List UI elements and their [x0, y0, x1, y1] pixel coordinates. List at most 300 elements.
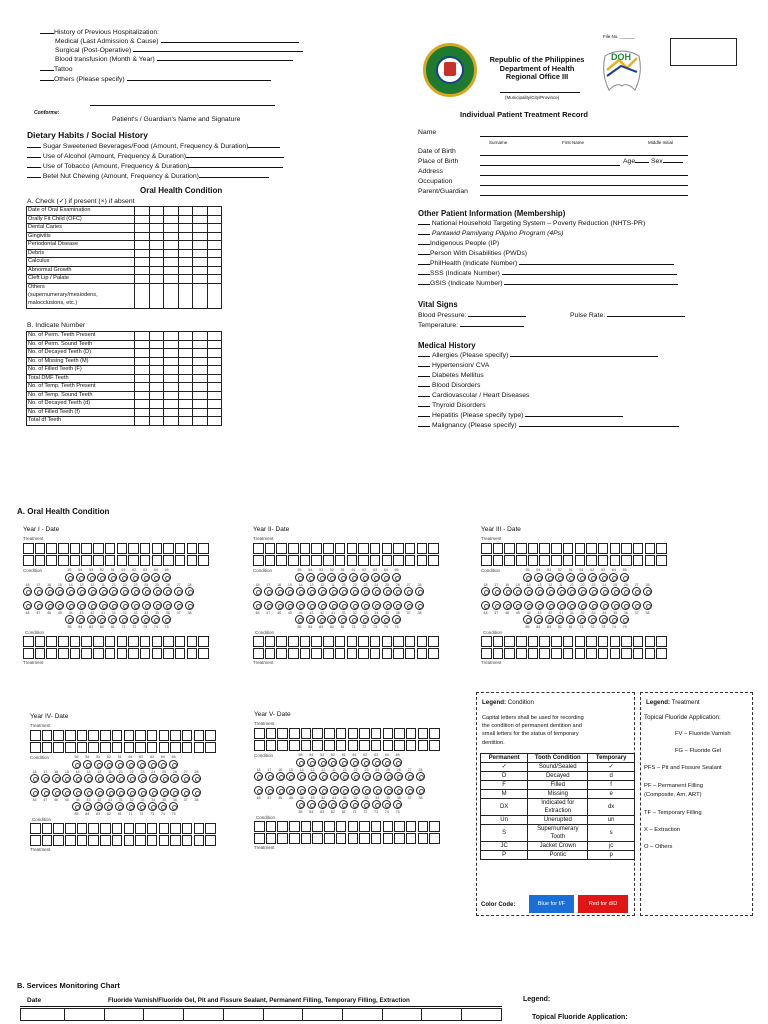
tooth-icon[interactable]: [523, 573, 532, 582]
check-cell[interactable]: [164, 215, 179, 224]
tooth-icon[interactable]: [567, 587, 576, 596]
tooth-icon[interactable]: [307, 800, 316, 809]
tooth-icon[interactable]: [350, 800, 359, 809]
tooth-icon[interactable]: [535, 601, 544, 610]
tooth-icon[interactable]: [23, 601, 32, 610]
tooth-icon[interactable]: [351, 772, 360, 781]
tooth-icon[interactable]: [141, 573, 150, 582]
tooth-icon[interactable]: [327, 573, 336, 582]
tooth-icon[interactable]: [160, 774, 169, 783]
tooth-icon[interactable]: [361, 800, 370, 809]
tooth-box[interactable]: [359, 833, 370, 844]
tooth-box[interactable]: [645, 543, 656, 554]
tooth-icon[interactable]: [350, 587, 359, 596]
tooth-box[interactable]: [182, 823, 193, 834]
tooth-box[interactable]: [394, 821, 405, 832]
tooth-icon[interactable]: [253, 587, 262, 596]
check-cell[interactable]: [207, 300, 222, 309]
tooth-box[interactable]: [53, 835, 64, 846]
tooth-icon[interactable]: [265, 786, 274, 795]
tooth-icon[interactable]: [362, 772, 371, 781]
tooth-box[interactable]: [182, 730, 193, 741]
tooth-box[interactable]: [159, 835, 170, 846]
tooth-box[interactable]: [312, 821, 323, 832]
check-cell[interactable]: [135, 232, 150, 241]
tooth-box[interactable]: [65, 742, 76, 753]
number-cell[interactable]: [207, 366, 222, 375]
tooth-box[interactable]: [324, 821, 335, 832]
tooth-box[interactable]: [35, 555, 46, 566]
tooth-icon[interactable]: [153, 587, 162, 596]
check-cell[interactable]: [164, 258, 179, 267]
tooth-icon[interactable]: [632, 587, 641, 596]
tooth-box[interactable]: [194, 823, 205, 834]
tooth-box[interactable]: [551, 543, 562, 554]
tooth-box[interactable]: [358, 555, 369, 566]
tooth-box[interactable]: [335, 648, 346, 659]
tooth-icon[interactable]: [160, 788, 169, 797]
tooth-box[interactable]: [198, 543, 209, 554]
check-cell[interactable]: [135, 224, 150, 233]
number-cell[interactable]: [207, 408, 222, 417]
tooth-box[interactable]: [23, 555, 34, 566]
tooth-box[interactable]: [358, 636, 369, 647]
tooth-box[interactable]: [58, 555, 69, 566]
tooth-box[interactable]: [194, 742, 205, 753]
tooth-box[interactable]: [175, 648, 186, 659]
tooth-box[interactable]: [163, 543, 174, 554]
tooth-icon[interactable]: [643, 601, 652, 610]
tooth-icon[interactable]: [340, 772, 349, 781]
tooth-box[interactable]: [633, 555, 644, 566]
tooth-box[interactable]: [135, 823, 146, 834]
tooth-icon[interactable]: [181, 788, 190, 797]
check-cell[interactable]: [207, 224, 222, 233]
tooth-box[interactable]: [147, 823, 158, 834]
tooth-box[interactable]: [288, 555, 299, 566]
tooth-box[interactable]: [528, 636, 539, 647]
tooth-box[interactable]: [93, 543, 104, 554]
tooth-box[interactable]: [493, 648, 504, 659]
tooth-box[interactable]: [645, 555, 656, 566]
tooth-icon[interactable]: [295, 573, 304, 582]
tooth-box[interactable]: [323, 636, 334, 647]
tooth-icon[interactable]: [481, 601, 490, 610]
check-cell[interactable]: [178, 292, 193, 301]
pob-line[interactable]: [480, 158, 620, 166]
tooth-icon[interactable]: [340, 786, 349, 795]
tooth-box[interactable]: [312, 728, 323, 739]
tooth-icon[interactable]: [481, 587, 490, 596]
number-cell[interactable]: [164, 357, 179, 366]
tooth-box[interactable]: [371, 833, 382, 844]
tooth-box[interactable]: [175, 543, 186, 554]
address-line[interactable]: [480, 168, 688, 176]
tooth-box[interactable]: [621, 636, 632, 647]
tooth-icon[interactable]: [285, 601, 294, 610]
tooth-icon[interactable]: [77, 601, 86, 610]
tooth-box[interactable]: [358, 543, 369, 554]
tooth-box[interactable]: [147, 835, 158, 846]
tooth-icon[interactable]: [185, 601, 194, 610]
tooth-icon[interactable]: [351, 786, 360, 795]
tooth-box[interactable]: [418, 728, 429, 739]
tooth-box[interactable]: [194, 835, 205, 846]
tooth-box[interactable]: [194, 730, 205, 741]
tooth-box[interactable]: [88, 835, 99, 846]
tooth-icon[interactable]: [94, 760, 103, 769]
tooth-icon[interactable]: [163, 601, 172, 610]
tooth-icon[interactable]: [381, 615, 390, 624]
tooth-box[interactable]: [23, 636, 34, 647]
tooth-box[interactable]: [30, 730, 41, 741]
check-cell[interactable]: [149, 241, 164, 250]
tooth-box[interactable]: [253, 636, 264, 647]
check-cell[interactable]: [149, 292, 164, 301]
number-cell[interactable]: [135, 374, 150, 383]
tooth-icon[interactable]: [318, 587, 327, 596]
tooth-icon[interactable]: [45, 587, 54, 596]
tooth-icon[interactable]: [360, 573, 369, 582]
number-cell[interactable]: [207, 374, 222, 383]
tooth-icon[interactable]: [41, 774, 50, 783]
tooth-box[interactable]: [100, 835, 111, 846]
tooth-box[interactable]: [481, 648, 492, 659]
tooth-icon[interactable]: [297, 786, 306, 795]
tooth-icon[interactable]: [99, 587, 108, 596]
check-cell[interactable]: [178, 258, 193, 267]
tooth-box[interactable]: [93, 648, 104, 659]
tooth-box[interactable]: [254, 740, 265, 751]
tooth-box[interactable]: [393, 636, 404, 647]
tooth-box[interactable]: [301, 728, 312, 739]
tooth-box[interactable]: [383, 833, 394, 844]
tooth-box[interactable]: [135, 730, 146, 741]
tooth-icon[interactable]: [254, 772, 263, 781]
number-cell[interactable]: [149, 332, 164, 341]
number-cell[interactable]: [149, 357, 164, 366]
tooth-icon[interactable]: [97, 573, 106, 582]
tooth-box[interactable]: [324, 833, 335, 844]
number-cell[interactable]: [135, 383, 150, 392]
tooth-box[interactable]: [105, 636, 116, 647]
tooth-icon[interactable]: [373, 772, 382, 781]
tooth-box[interactable]: [348, 833, 359, 844]
check-cell[interactable]: [135, 258, 150, 267]
tooth-box[interactable]: [393, 648, 404, 659]
tooth-icon[interactable]: [65, 615, 74, 624]
tooth-icon[interactable]: [264, 601, 273, 610]
number-cell[interactable]: [164, 332, 179, 341]
tooth-icon[interactable]: [116, 788, 125, 797]
tooth-box[interactable]: [254, 833, 265, 844]
tooth-box[interactable]: [382, 648, 393, 659]
check-cell[interactable]: [207, 275, 222, 284]
tooth-icon[interactable]: [109, 587, 118, 596]
number-cell[interactable]: [149, 417, 164, 426]
tooth-icon[interactable]: [492, 587, 501, 596]
tooth-box[interactable]: [586, 543, 597, 554]
check-cell[interactable]: [135, 249, 150, 258]
tooth-icon[interactable]: [52, 774, 61, 783]
tooth-box[interactable]: [370, 555, 381, 566]
number-cell[interactable]: [193, 417, 208, 426]
tooth-box[interactable]: [348, 740, 359, 751]
tooth-box[interactable]: [253, 555, 264, 566]
check-cell[interactable]: [135, 266, 150, 275]
tooth-icon[interactable]: [566, 615, 575, 624]
tooth-box[interactable]: [429, 728, 440, 739]
tooth-icon[interactable]: [72, 760, 81, 769]
check-cell[interactable]: [149, 224, 164, 233]
tooth-icon[interactable]: [382, 800, 391, 809]
tooth-box[interactable]: [152, 555, 163, 566]
check-cell[interactable]: [178, 207, 193, 216]
check-cell[interactable]: [207, 266, 222, 275]
number-cell[interactable]: [135, 332, 150, 341]
tooth-box[interactable]: [276, 543, 287, 554]
number-cell[interactable]: [207, 349, 222, 358]
number-cell[interactable]: [135, 349, 150, 358]
number-cell[interactable]: [178, 391, 193, 400]
tooth-icon[interactable]: [350, 758, 359, 767]
tooth-icon[interactable]: [578, 587, 587, 596]
tooth-box[interactable]: [105, 555, 116, 566]
tooth-box[interactable]: [383, 728, 394, 739]
number-cell[interactable]: [178, 374, 193, 383]
tooth-icon[interactable]: [297, 772, 306, 781]
tooth-icon[interactable]: [503, 601, 512, 610]
tooth-icon[interactable]: [588, 615, 597, 624]
number-cell[interactable]: [149, 340, 164, 349]
tooth-box[interactable]: [406, 821, 417, 832]
tooth-box[interactable]: [563, 555, 574, 566]
check-cell[interactable]: [207, 249, 222, 258]
tooth-box[interactable]: [265, 636, 276, 647]
tooth-icon[interactable]: [127, 774, 136, 783]
number-cell[interactable]: [135, 366, 150, 375]
tooth-box[interactable]: [46, 648, 57, 659]
tooth-icon[interactable]: [404, 601, 413, 610]
tooth-box[interactable]: [30, 742, 41, 753]
tooth-icon[interactable]: [296, 587, 305, 596]
tooth-icon[interactable]: [405, 772, 414, 781]
tooth-box[interactable]: [42, 835, 53, 846]
number-cell[interactable]: [149, 383, 164, 392]
check-cell[interactable]: [164, 292, 179, 301]
tooth-icon[interactable]: [513, 587, 522, 596]
tooth-icon[interactable]: [115, 760, 124, 769]
tooth-box[interactable]: [35, 648, 46, 659]
check-cell[interactable]: [193, 224, 208, 233]
check-cell[interactable]: [149, 215, 164, 224]
tooth-box[interactable]: [417, 636, 428, 647]
tooth-box[interactable]: [539, 555, 550, 566]
number-cell[interactable]: [193, 349, 208, 358]
tooth-box[interactable]: [81, 648, 92, 659]
tooth-icon[interactable]: [23, 587, 32, 596]
tooth-icon[interactable]: [120, 601, 129, 610]
tooth-box[interactable]: [105, 648, 116, 659]
tooth-box[interactable]: [58, 636, 69, 647]
tooth-box[interactable]: [289, 740, 300, 751]
check-cell[interactable]: [193, 300, 208, 309]
check-cell[interactable]: [149, 283, 164, 292]
tooth-icon[interactable]: [503, 587, 512, 596]
tooth-icon[interactable]: [349, 573, 358, 582]
tooth-box[interactable]: [175, 555, 186, 566]
tooth-icon[interactable]: [65, 573, 74, 582]
tooth-icon[interactable]: [307, 758, 316, 767]
tooth-box[interactable]: [598, 648, 609, 659]
tooth-icon[interactable]: [383, 601, 392, 610]
tooth-icon[interactable]: [83, 802, 92, 811]
tooth-box[interactable]: [23, 543, 34, 554]
number-cell[interactable]: [193, 383, 208, 392]
tooth-box[interactable]: [77, 823, 88, 834]
tooth-icon[interactable]: [108, 615, 117, 624]
tooth-icon[interactable]: [106, 774, 115, 783]
tooth-icon[interactable]: [142, 587, 151, 596]
tooth-icon[interactable]: [142, 601, 151, 610]
tooth-box[interactable]: [265, 543, 276, 554]
tooth-box[interactable]: [621, 648, 632, 659]
tooth-icon[interactable]: [84, 774, 93, 783]
tooth-icon[interactable]: [285, 587, 294, 596]
tooth-box[interactable]: [312, 833, 323, 844]
tooth-box[interactable]: [77, 835, 88, 846]
tooth-box[interactable]: [70, 636, 81, 647]
tooth-icon[interactable]: [73, 788, 82, 797]
tooth-icon[interactable]: [306, 615, 315, 624]
check-cell[interactable]: [193, 266, 208, 275]
tooth-box[interactable]: [359, 728, 370, 739]
tooth-icon[interactable]: [137, 802, 146, 811]
tooth-icon[interactable]: [609, 615, 618, 624]
tooth-icon[interactable]: [138, 774, 147, 783]
number-cell[interactable]: [178, 417, 193, 426]
tooth-icon[interactable]: [384, 772, 393, 781]
number-cell[interactable]: [207, 340, 222, 349]
tooth-box[interactable]: [53, 742, 64, 753]
tooth-icon[interactable]: [557, 601, 566, 610]
tooth-icon[interactable]: [393, 800, 402, 809]
number-cell[interactable]: [193, 357, 208, 366]
id-box[interactable]: [670, 38, 737, 66]
tooth-icon[interactable]: [513, 601, 522, 610]
tooth-box[interactable]: [147, 742, 158, 753]
tooth-box[interactable]: [323, 648, 334, 659]
tooth-icon[interactable]: [373, 786, 382, 795]
name-line[interactable]: [480, 129, 688, 137]
tooth-icon[interactable]: [338, 573, 347, 582]
tooth-box[interactable]: [621, 543, 632, 554]
tooth-icon[interactable]: [557, 587, 566, 596]
check-cell[interactable]: [164, 275, 179, 284]
number-cell[interactable]: [164, 366, 179, 375]
tooth-icon[interactable]: [276, 786, 285, 795]
tooth-icon[interactable]: [306, 573, 315, 582]
tooth-box[interactable]: [65, 730, 76, 741]
tooth-box[interactable]: [81, 636, 92, 647]
tooth-box[interactable]: [253, 648, 264, 659]
check-cell[interactable]: [135, 215, 150, 224]
tooth-box[interactable]: [135, 742, 146, 753]
tooth-icon[interactable]: [415, 587, 424, 596]
number-cell[interactable]: [193, 340, 208, 349]
tooth-icon[interactable]: [151, 573, 160, 582]
tooth-icon[interactable]: [577, 615, 586, 624]
tooth-box[interactable]: [371, 740, 382, 751]
tooth-icon[interactable]: [169, 802, 178, 811]
tooth-box[interactable]: [205, 742, 216, 753]
tooth-box[interactable]: [516, 555, 527, 566]
check-cell[interactable]: [135, 300, 150, 309]
tooth-box[interactable]: [405, 543, 416, 554]
tooth-icon[interactable]: [609, 573, 618, 582]
tooth-box[interactable]: [335, 636, 346, 647]
check-cell[interactable]: [149, 300, 164, 309]
tooth-icon[interactable]: [394, 786, 403, 795]
check-cell[interactable]: [149, 232, 164, 241]
check-cell[interactable]: [135, 283, 150, 292]
tooth-box[interactable]: [323, 543, 334, 554]
tooth-icon[interactable]: [350, 601, 359, 610]
tooth-icon[interactable]: [62, 788, 71, 797]
check-cell[interactable]: [193, 232, 208, 241]
tooth-box[interactable]: [598, 555, 609, 566]
tooth-icon[interactable]: [393, 587, 402, 596]
tooth-box[interactable]: [140, 543, 151, 554]
tooth-box[interactable]: [336, 833, 347, 844]
tooth-box[interactable]: [35, 543, 46, 554]
number-cell[interactable]: [164, 383, 179, 392]
tooth-box[interactable]: [428, 636, 439, 647]
tooth-icon[interactable]: [318, 758, 327, 767]
dob-line[interactable]: [480, 148, 688, 156]
tooth-icon[interactable]: [296, 800, 305, 809]
tooth-icon[interactable]: [264, 587, 273, 596]
tooth-box[interactable]: [53, 823, 64, 834]
tooth-icon[interactable]: [372, 601, 381, 610]
number-cell[interactable]: [135, 408, 150, 417]
check-cell[interactable]: [193, 292, 208, 301]
tooth-box[interactable]: [406, 833, 417, 844]
tooth-box[interactable]: [277, 833, 288, 844]
tooth-box[interactable]: [551, 648, 562, 659]
tooth-icon[interactable]: [99, 601, 108, 610]
tooth-icon[interactable]: [62, 774, 71, 783]
tooth-box[interactable]: [504, 555, 515, 566]
tooth-box[interactable]: [370, 543, 381, 554]
tooth-icon[interactable]: [192, 788, 201, 797]
tooth-box[interactable]: [656, 636, 667, 647]
tooth-icon[interactable]: [308, 786, 317, 795]
tooth-box[interactable]: [610, 543, 621, 554]
tooth-icon[interactable]: [492, 601, 501, 610]
tooth-icon[interactable]: [361, 758, 370, 767]
tooth-icon[interactable]: [555, 615, 564, 624]
tooth-icon[interactable]: [95, 774, 104, 783]
tooth-box[interactable]: [335, 555, 346, 566]
number-cell[interactable]: [135, 391, 150, 400]
tooth-box[interactable]: [198, 555, 209, 566]
tooth-box[interactable]: [163, 555, 174, 566]
tooth-icon[interactable]: [372, 800, 381, 809]
tooth-box[interactable]: [429, 821, 440, 832]
tooth-box[interactable]: [140, 555, 151, 566]
tooth-box[interactable]: [277, 728, 288, 739]
